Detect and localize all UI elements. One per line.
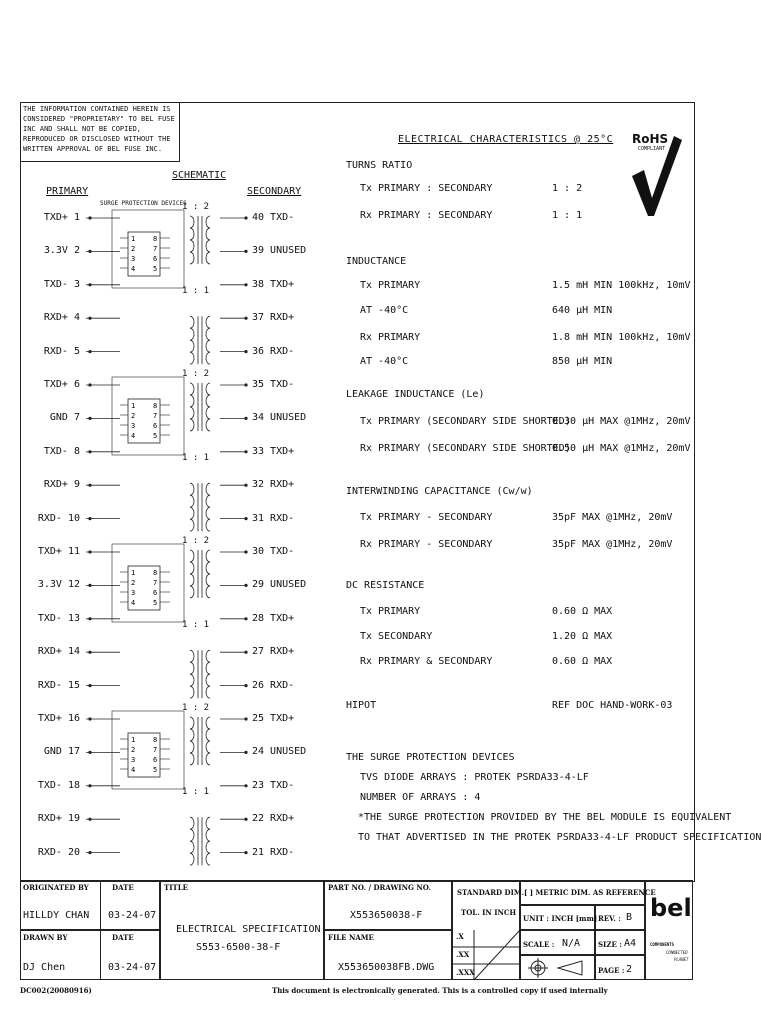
elec-row-label: Tx PRIMARY - SECONDARY — [360, 512, 493, 523]
drawn-by: DJ Chen — [23, 962, 66, 973]
elec-row-label: Tx PRIMARY — [360, 280, 421, 291]
secondary-pin-label: 21 RXD- — [252, 846, 295, 858]
rev-value: B — [626, 912, 633, 923]
secondary-pin-label: 31 RXD- — [252, 512, 295, 524]
elec-row-value: 0.60 Ω MAX — [552, 656, 613, 667]
title-line-2: S553-6500-38-F — [196, 942, 281, 953]
secondary-pin-label: 38 TXD+ — [252, 278, 295, 290]
secondary-pin-label: 30 TXD- — [252, 546, 295, 557]
file-name: X553650038FB.DWG — [338, 962, 435, 973]
part-no-label: PART NO. / DRAWING NO. — [328, 883, 431, 892]
primary-pin-label: 3.3V 2 — [43, 245, 80, 257]
secondary-pin-label: 32 RXD+ — [252, 479, 295, 491]
primary-pin-label: RXD+ 4 — [43, 312, 80, 324]
elec-row-value: 1.20 Ω MAX — [552, 631, 613, 642]
ic-pin-number: 1 — [131, 235, 136, 243]
primary-pin-label: TXD+ 1 — [43, 212, 80, 223]
turns-ratio-label: 1 : 2 — [182, 536, 210, 546]
elec-row-value: 640 μH MIN — [552, 305, 613, 316]
schematic-title: SCHEMATIC — [172, 170, 227, 181]
turns-ratio-label: 1 : 1 — [182, 619, 210, 630]
primary-pin-label: RXD- 10 — [37, 512, 80, 524]
primary-pin-label: GND 17 — [43, 746, 80, 758]
primary-pin-label: 3.3V 12 — [37, 579, 80, 591]
tol-diagonal — [452, 930, 520, 980]
ic-pin-number: 2 — [131, 245, 136, 253]
bel-logo: bel — [650, 894, 692, 922]
secondary-pin-label: 25 TXD+ — [252, 713, 295, 724]
ic-pin-number: 2 — [131, 746, 136, 754]
title-block — [20, 880, 693, 982]
size-label: SIZE : — [598, 940, 622, 949]
ic-pin-number: 8 — [153, 402, 158, 410]
secondary-pin-label: 23 TXD- — [252, 779, 295, 791]
elec-row-label: Rx PRIMARY : SECONDARY — [360, 210, 493, 221]
ic-pin-number: 6 — [153, 589, 158, 597]
secondary-pin-label: 22 RXD+ — [252, 813, 295, 825]
drawn-date: 03-24-07 — [108, 962, 157, 973]
bel-logo-tag: CONNECTED — [666, 950, 688, 955]
primary-pin-label: TXD+ 6 — [43, 379, 80, 390]
ic-pin-number: 3 — [131, 255, 136, 263]
ic-pin-number: 1 — [131, 402, 136, 410]
ic-pin-number: 1 — [131, 736, 136, 744]
primary-pin-label: RXD- 20 — [37, 846, 80, 858]
originated-date: 03-24-07 — [108, 910, 157, 921]
title-label: TITLE — [164, 883, 188, 892]
ic-pin-number: 4 — [131, 265, 136, 273]
elec-row-value: REF DOC HAND-WORK-03 — [552, 700, 673, 711]
secondary-pin-label: 26 RXD- — [252, 679, 295, 691]
ic-pin-number: 6 — [153, 756, 158, 764]
elec-row-value: 1.5 mH MIN 100kHz, 10mV — [552, 280, 691, 291]
primary-pin-label: RXD- 5 — [43, 345, 80, 357]
elec-row-value: 850 μH MIN — [552, 356, 613, 367]
turns-ratio-label: 1 : 2 — [182, 703, 210, 713]
elec-row-label: DC RESISTANCE — [346, 580, 425, 591]
primary-pin-label: GND 7 — [49, 412, 80, 424]
primary-pin-label: TXD- 13 — [37, 612, 80, 624]
secondary-pin-label: 39 UNUSED — [252, 245, 307, 257]
elec-row-label: Tx PRIMARY (SECONDARY SIDE SHORTED) — [360, 416, 571, 427]
rohs-check-icon — [626, 128, 686, 218]
ic-pin-number: 4 — [131, 766, 136, 774]
turns-ratio-label: 1 : 1 — [182, 452, 210, 463]
ic-pin-number: 7 — [153, 579, 158, 587]
elec-row-label: INTERWINDING CAPACITANCE (Cw/w) — [346, 486, 533, 497]
elec-row-label: TURNS RATIO — [346, 160, 413, 171]
ic-pin-number: 4 — [131, 599, 136, 607]
secondary-pin-label: 24 UNUSED — [252, 746, 307, 758]
ic-pin-number: 3 — [131, 589, 136, 597]
rev-label: REV. : — [598, 914, 621, 923]
primary-pin-label: RXD+ 14 — [37, 646, 80, 658]
ic-pin-number: 6 — [153, 255, 158, 263]
page-value: 2 — [626, 964, 633, 975]
std-dim-label: STANDARD DIM. — [457, 888, 525, 897]
ic-pin-number: 2 — [131, 412, 136, 420]
elec-row-label: INDUCTANCE — [346, 256, 407, 267]
ic-pin-number: 5 — [153, 766, 158, 774]
bel-logo-tag2: PLANET — [674, 957, 689, 962]
surge-line: TVS DIODE ARRAYS : PROTEK PSRDA33-4-LF — [360, 772, 589, 783]
ic-pin-number: 5 — [153, 432, 158, 440]
elec-row-label: HIPOT — [346, 700, 377, 711]
elec-row-label: Rx PRIMARY & SECONDARY — [360, 656, 493, 667]
elec-row-value: 1 : 2 — [552, 183, 583, 194]
ic-pin-number: 7 — [153, 245, 158, 253]
secondary-pin-label: 36 RXD- — [252, 345, 295, 357]
elec-row-value: 0.60 Ω MAX — [552, 606, 613, 617]
elec-row-label: Tx PRIMARY : SECONDARY — [360, 183, 493, 194]
drawn-by-label: DRAWN BY — [23, 933, 68, 942]
elec-row-label: AT -40°C — [360, 305, 409, 316]
elec-row-value: 35pF MAX @1MHz, 20mV — [552, 539, 673, 550]
bel-logo-sub: COMPONENTS — [650, 942, 675, 947]
elec-row-label: Tx PRIMARY — [360, 606, 421, 617]
turns-ratio-label: 1 : 2 — [182, 369, 210, 379]
elec-row-label: Tx SECONDARY — [360, 631, 433, 642]
metric-label: [ ] METRIC DIM. AS REFERENCE — [524, 888, 656, 897]
primary-pin-label: TXD+ 16 — [37, 713, 80, 724]
secondary-pin-label: 37 RXD+ — [252, 312, 295, 324]
turns-ratio-label: 1 : 2 — [182, 202, 210, 212]
elec-row-label: Rx PRIMARY - SECONDARY — [360, 539, 493, 550]
originated-by-label: ORIGINATED BY — [23, 883, 89, 892]
title-line-1: ELECTRICAL SPECIFICATION — [176, 924, 321, 935]
secondary-pin-label: 29 UNUSED — [252, 579, 307, 591]
ic-pin-number: 5 — [153, 599, 158, 607]
size-value: A4 — [624, 938, 637, 949]
ic-pin-number: 8 — [153, 569, 158, 577]
tol-xxx: .XXX — [456, 968, 475, 977]
date-label-2: DATE — [112, 933, 134, 942]
rohs-mark — [626, 128, 686, 218]
elec-row-label: Rx PRIMARY — [360, 332, 421, 343]
surge-title: THE SURGE PROTECTION DEVICES — [346, 752, 515, 763]
primary-pin-label: RXD+ 9 — [43, 479, 80, 491]
elec-row-value: 0.50 μH MAX @1MHz, 20mV — [552, 443, 691, 454]
footer-notice: This document is electronically generated. This is a controlled copy if used internally — [272, 986, 608, 995]
ic-pin-number: 3 — [131, 756, 136, 764]
secondary-pin-label: 33 TXD+ — [252, 445, 295, 457]
secondary-pin-label: 27 RXD+ — [252, 646, 295, 658]
primary-pin-label: RXD- 15 — [37, 679, 80, 691]
turns-ratio-label: 1 : 1 — [182, 786, 210, 797]
primary-heading: PRIMARY — [46, 186, 89, 197]
ic-pin-number: 8 — [153, 736, 158, 744]
file-name-label: FILE NAME — [328, 933, 374, 942]
primary-pin-label: TXD+ 11 — [37, 546, 80, 557]
turns-ratio-label: 1 : 1 — [182, 285, 210, 296]
ic-pin-number: 4 — [131, 432, 136, 440]
secondary-pin-label: 34 UNUSED — [252, 412, 307, 424]
proprietary-notice: THE INFORMATION CONTAINED HEREIN IS CONSIDERED "PROPRIETARY" TO BEL FUSE INC AND SHALL NOT BE COPIED, REPRODUCED OR DISCLOSED WITHOUT THE WRITTEN APPROVAL OF BEL FUSE INC. — [20, 102, 180, 162]
rohs-title: RoHS — [632, 132, 669, 146]
tol-label: TOL. IN INCH — [461, 908, 517, 917]
primary-pin-label: TXD- 3 — [43, 278, 80, 290]
footer-doc-code: DC002(20080916) — [20, 986, 92, 995]
ic-pin-number: 6 — [153, 422, 158, 430]
surge-line: NUMBER OF ARRAYS : 4 — [360, 792, 481, 803]
ic-pin-number: 7 — [153, 746, 158, 754]
ic-pin-number: 2 — [131, 579, 136, 587]
ic-pin-number: 8 — [153, 235, 158, 243]
secondary-pin-label: 28 TXD+ — [252, 612, 295, 624]
scale-value: N/A — [562, 938, 581, 949]
projection-symbol-icon — [520, 955, 595, 980]
elec-row-label: AT -40°C — [360, 356, 409, 367]
elec-row-value: 35pF MAX @1MHz, 20mV — [552, 512, 673, 523]
ic-pin-number: 3 — [131, 422, 136, 430]
ic-pin-number: 7 — [153, 412, 158, 420]
part-no: X553650038-F — [350, 910, 423, 921]
rohs-sub: COMPLIANT — [638, 146, 666, 152]
secondary-pin-label: 40 TXD- — [252, 212, 295, 223]
tol-xx: .XX — [456, 950, 470, 959]
ic-pin-number: 1 — [131, 569, 136, 577]
tol-x: .X — [456, 932, 464, 941]
originated-by: HILLDY CHAN — [23, 910, 90, 921]
elec-heading: ELECTRICAL CHARACTERISTICS @ 25°C — [398, 134, 614, 145]
secondary-pin-label: 35 TXD- — [252, 379, 295, 390]
elec-row-value: 1.8 mH MIN 100kHz, 10mV — [552, 332, 691, 343]
elec-row-value: 1 : 1 — [552, 210, 583, 221]
elec-row-value: 0.30 μH MAX @1MHz, 20mV — [552, 416, 691, 427]
elec-row-label: LEAKAGE INDUCTANCE (Le) — [346, 389, 485, 400]
primary-pin-label: TXD- 8 — [43, 445, 80, 457]
date-label-1: DATE — [112, 883, 134, 892]
unit-label: UNIT : INCH [mm] — [523, 914, 598, 923]
surge-devices-label: SURGE PROTECTION DEVICES — [100, 200, 187, 207]
primary-pin-label: TXD- 18 — [37, 779, 80, 791]
secondary-heading: SECONDARY — [247, 186, 302, 197]
page-label: PAGE : — [598, 966, 625, 975]
surge-line: *THE SURGE PROTECTION PROVIDED BY THE BEL MODULE IS EQUIVALENT — [358, 812, 732, 823]
surge-line: TO THAT ADVERTISED IN THE PROTEK PSRDA33-4-LF PRODUCT SPECIFICATION — [358, 832, 761, 843]
scale-label: SCALE : — [523, 940, 555, 949]
elec-row-label: Rx PRIMARY (SECONDARY SIDE SHORTED) — [360, 443, 571, 454]
ic-pin-number: 5 — [153, 265, 158, 273]
primary-pin-label: RXD+ 19 — [37, 813, 80, 825]
